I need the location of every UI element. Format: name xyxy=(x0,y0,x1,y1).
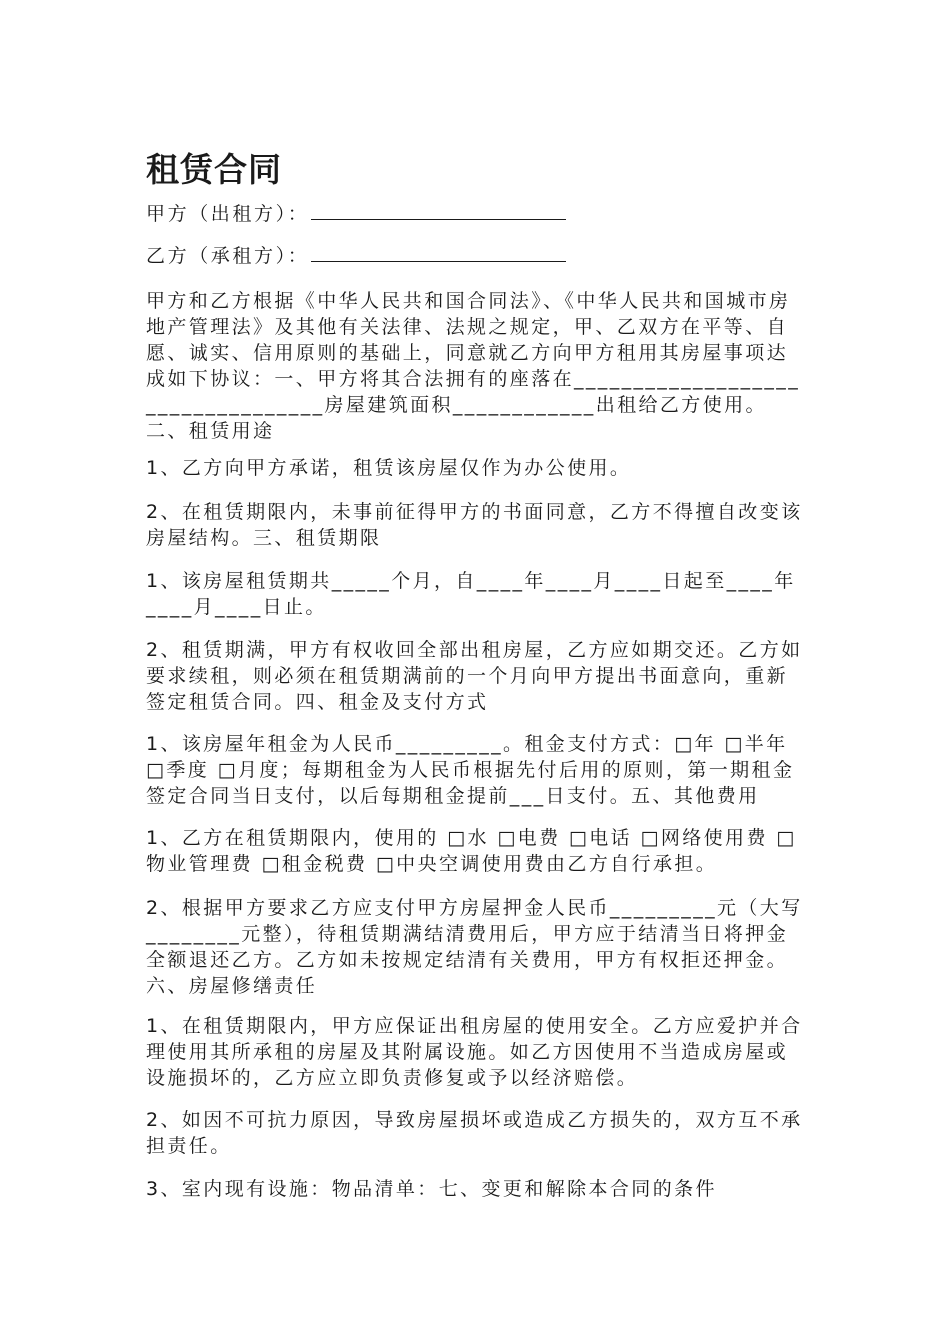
clause-paragraph: 1、乙方向甲方承诺，租赁该房屋仅作为办公使用。 xyxy=(146,457,632,479)
clause-paragraph: 1、在租赁期限内，甲方应保证出租房屋的使用安全。乙方应爱护并合理使用其所承租的房屋及其附属设施。如乙方因使用不当造成房屋或设施损坏的，乙方应立即负责修复或予以经济赔偿。 xyxy=(146,1015,803,1089)
clause-paragraph: 2、根据甲方要求乙方应支付甲方房屋押金人民币_________元（大写________元整），待租赁期满结清费用后，甲方应于结清当日将押金全额退还乙方。乙方如未按规定结清有关费用，甲方有权拒还押金。六、房屋修缮责任 xyxy=(146,897,803,997)
clause-paragraph: 2、租赁期满，甲方有权收回全部出租房屋，乙方应如期交还。乙方如要求续租，则必须在租赁期满前的一个月向甲方提出书面意向，重新签定租赁合同。四、租金及支付方式 xyxy=(146,639,803,713)
party-a-label: 甲方（出租方）： xyxy=(146,203,310,225)
clause-paragraph: 2、在租赁期限内，未事前征得甲方的书面同意，乙方不得擅自改变该房屋结构。三、租赁期限 xyxy=(146,501,803,549)
clause-paragraph: 1、该房屋年租金为人民币_________。租金支付方式：□年 □半年 □季度 □月度；每期租金为人民币根据先付后用的原则，第一期租金签定合同当日支付，以后每期租金提前___日支付。五、其他费用 xyxy=(146,733,796,807)
clause-paragraph: 1、该房屋租赁期共_____个月，自____年____月____日起至____年____月____日止。 xyxy=(146,570,796,618)
clause-paragraph: 2、如因不可抗力原因，导致房屋损坏或造成乙方损失的，双方互不承担责任。 xyxy=(146,1109,803,1157)
document-title: 租赁合同 xyxy=(146,150,282,189)
clause-paragraph: 1、乙方在租赁期限内，使用的 □水 □电费 □电话 □网络使用费 □物业管理费 □租金税费 □中央空调使用费由乙方自行承担。 xyxy=(146,827,797,875)
party-b-label: 乙方（承租方）： xyxy=(146,245,310,267)
clause-paragraph: 3、室内现有设施：物品清单：七、变更和解除本合同的条件 xyxy=(146,1178,717,1200)
preamble-paragraph: 甲方和乙方根据《中华人民共和国合同法》、《中华人民共和国城市房地产管理法》及其他有关法律、法规之规定，甲、乙双方在平等、自愿、诚实、信用原则的基础上，同意就乙方向甲方租用其房屋事项达成如下协议：一、甲方将其合法拥有的座落在__________________________________房屋建筑面积____________出租给乙方使用。二、租赁用途 xyxy=(146,290,801,442)
party-b-line xyxy=(146,242,566,268)
party-a-blank[interactable] xyxy=(311,200,566,220)
party-b-blank[interactable] xyxy=(311,242,566,262)
party-a-line xyxy=(146,200,566,226)
